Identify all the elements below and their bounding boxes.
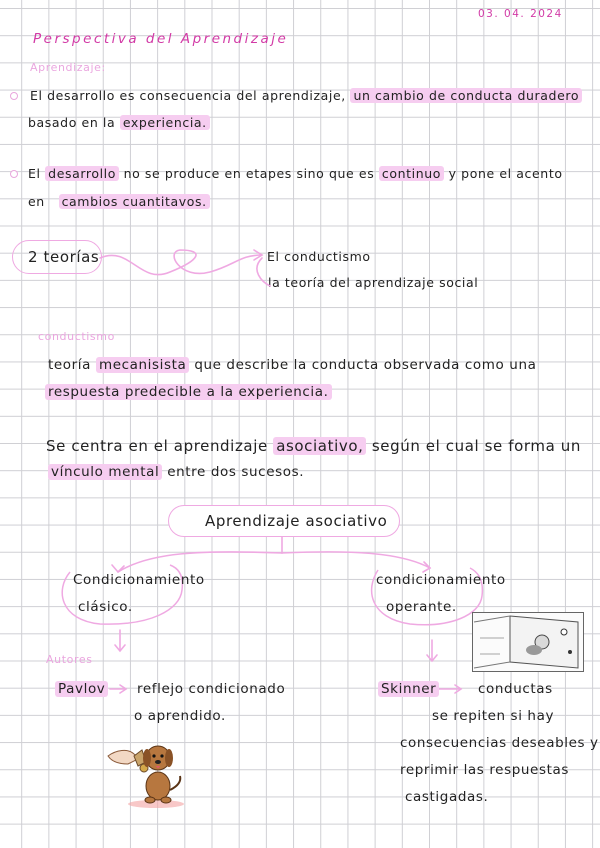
diagram-right-label-2: operante. <box>386 599 457 615</box>
p2-highlight-d: continuo <box>379 166 444 181</box>
skinner-line-2: se repiten si hay <box>432 708 555 724</box>
pavlov-desc-1: reflejo condicionado <box>137 681 286 697</box>
p2-text-f: en <box>28 194 45 209</box>
p2-text-c: no se produce en etapes sino que es <box>123 166 375 181</box>
section-heading-aprendizaje: Aprendizaje: <box>30 61 106 74</box>
p2-highlight-b: desarrollo <box>45 166 119 181</box>
skinner-line-3: consecuencias deseables y <box>400 735 599 751</box>
date-label: 03. 04. 2024 <box>478 8 563 20</box>
p3-text-c: que describe la conducta observada como una <box>194 357 537 373</box>
diagram-root-label: Aprendizaje asociativo <box>205 512 388 530</box>
p2-text-a: El <box>28 166 41 181</box>
skinner-box-illustration <box>472 612 584 672</box>
p4-highlight-b: asociativo, <box>273 437 366 455</box>
dog-bell-illustration <box>98 730 190 810</box>
diagram-right-label-1: condicionamiento <box>376 572 506 588</box>
pavlov-name-text: Pavlov <box>55 681 108 697</box>
p3-highlight-b: mecanisista <box>96 357 189 373</box>
pavlov-desc-2: o aprendido. <box>134 708 226 724</box>
diagram-left-label-1: Condicionamiento <box>73 572 205 588</box>
diagram-left-label-2: clásico. <box>78 599 133 615</box>
p1-highlight-d: experiencia. <box>120 115 210 130</box>
section-heading-conductismo: conductismo <box>38 330 115 343</box>
teoria-item-1: El conductismo <box>267 249 371 264</box>
teorias-label: 2 teorías <box>28 248 100 266</box>
p4-text-a: Se centra en el aprendizaje <box>46 437 268 455</box>
p4-text-c: según el cual se forma un <box>371 437 581 455</box>
p4-highlight-d: vínculo mental <box>48 464 162 480</box>
p2-highlight-g: cambios cuantitavos. <box>59 194 210 209</box>
p3-text-a: teoría <box>48 357 92 373</box>
p3-highlight-d: respuesta predecible a la experiencia. <box>45 384 332 400</box>
skinner-line-1: conductas <box>478 681 553 697</box>
skinner-line-4: reprimir las respuestas <box>400 762 569 778</box>
p1-highlight-b: un cambio de conducta duradero <box>350 88 582 103</box>
pavlov-name <box>55 681 108 697</box>
p2-text-e: y pone el acento <box>448 166 563 181</box>
skinner-line-5: castigadas. <box>405 789 489 805</box>
teoria-item-2: la teoría del aprendizaje social <box>268 275 479 290</box>
section-heading-autores: Autores <box>46 653 93 666</box>
skinner-name-text: Skinner <box>378 681 439 697</box>
p4-text-e: entre dos sucesos. <box>167 464 305 480</box>
skinner-name <box>378 681 439 697</box>
p1-text-c: basado en la <box>28 115 116 130</box>
page-title: Perspectiva del Aprendizaje <box>33 31 289 47</box>
p1-text-a: El desarrollo es consecuencia del aprendizaje, <box>30 88 346 103</box>
